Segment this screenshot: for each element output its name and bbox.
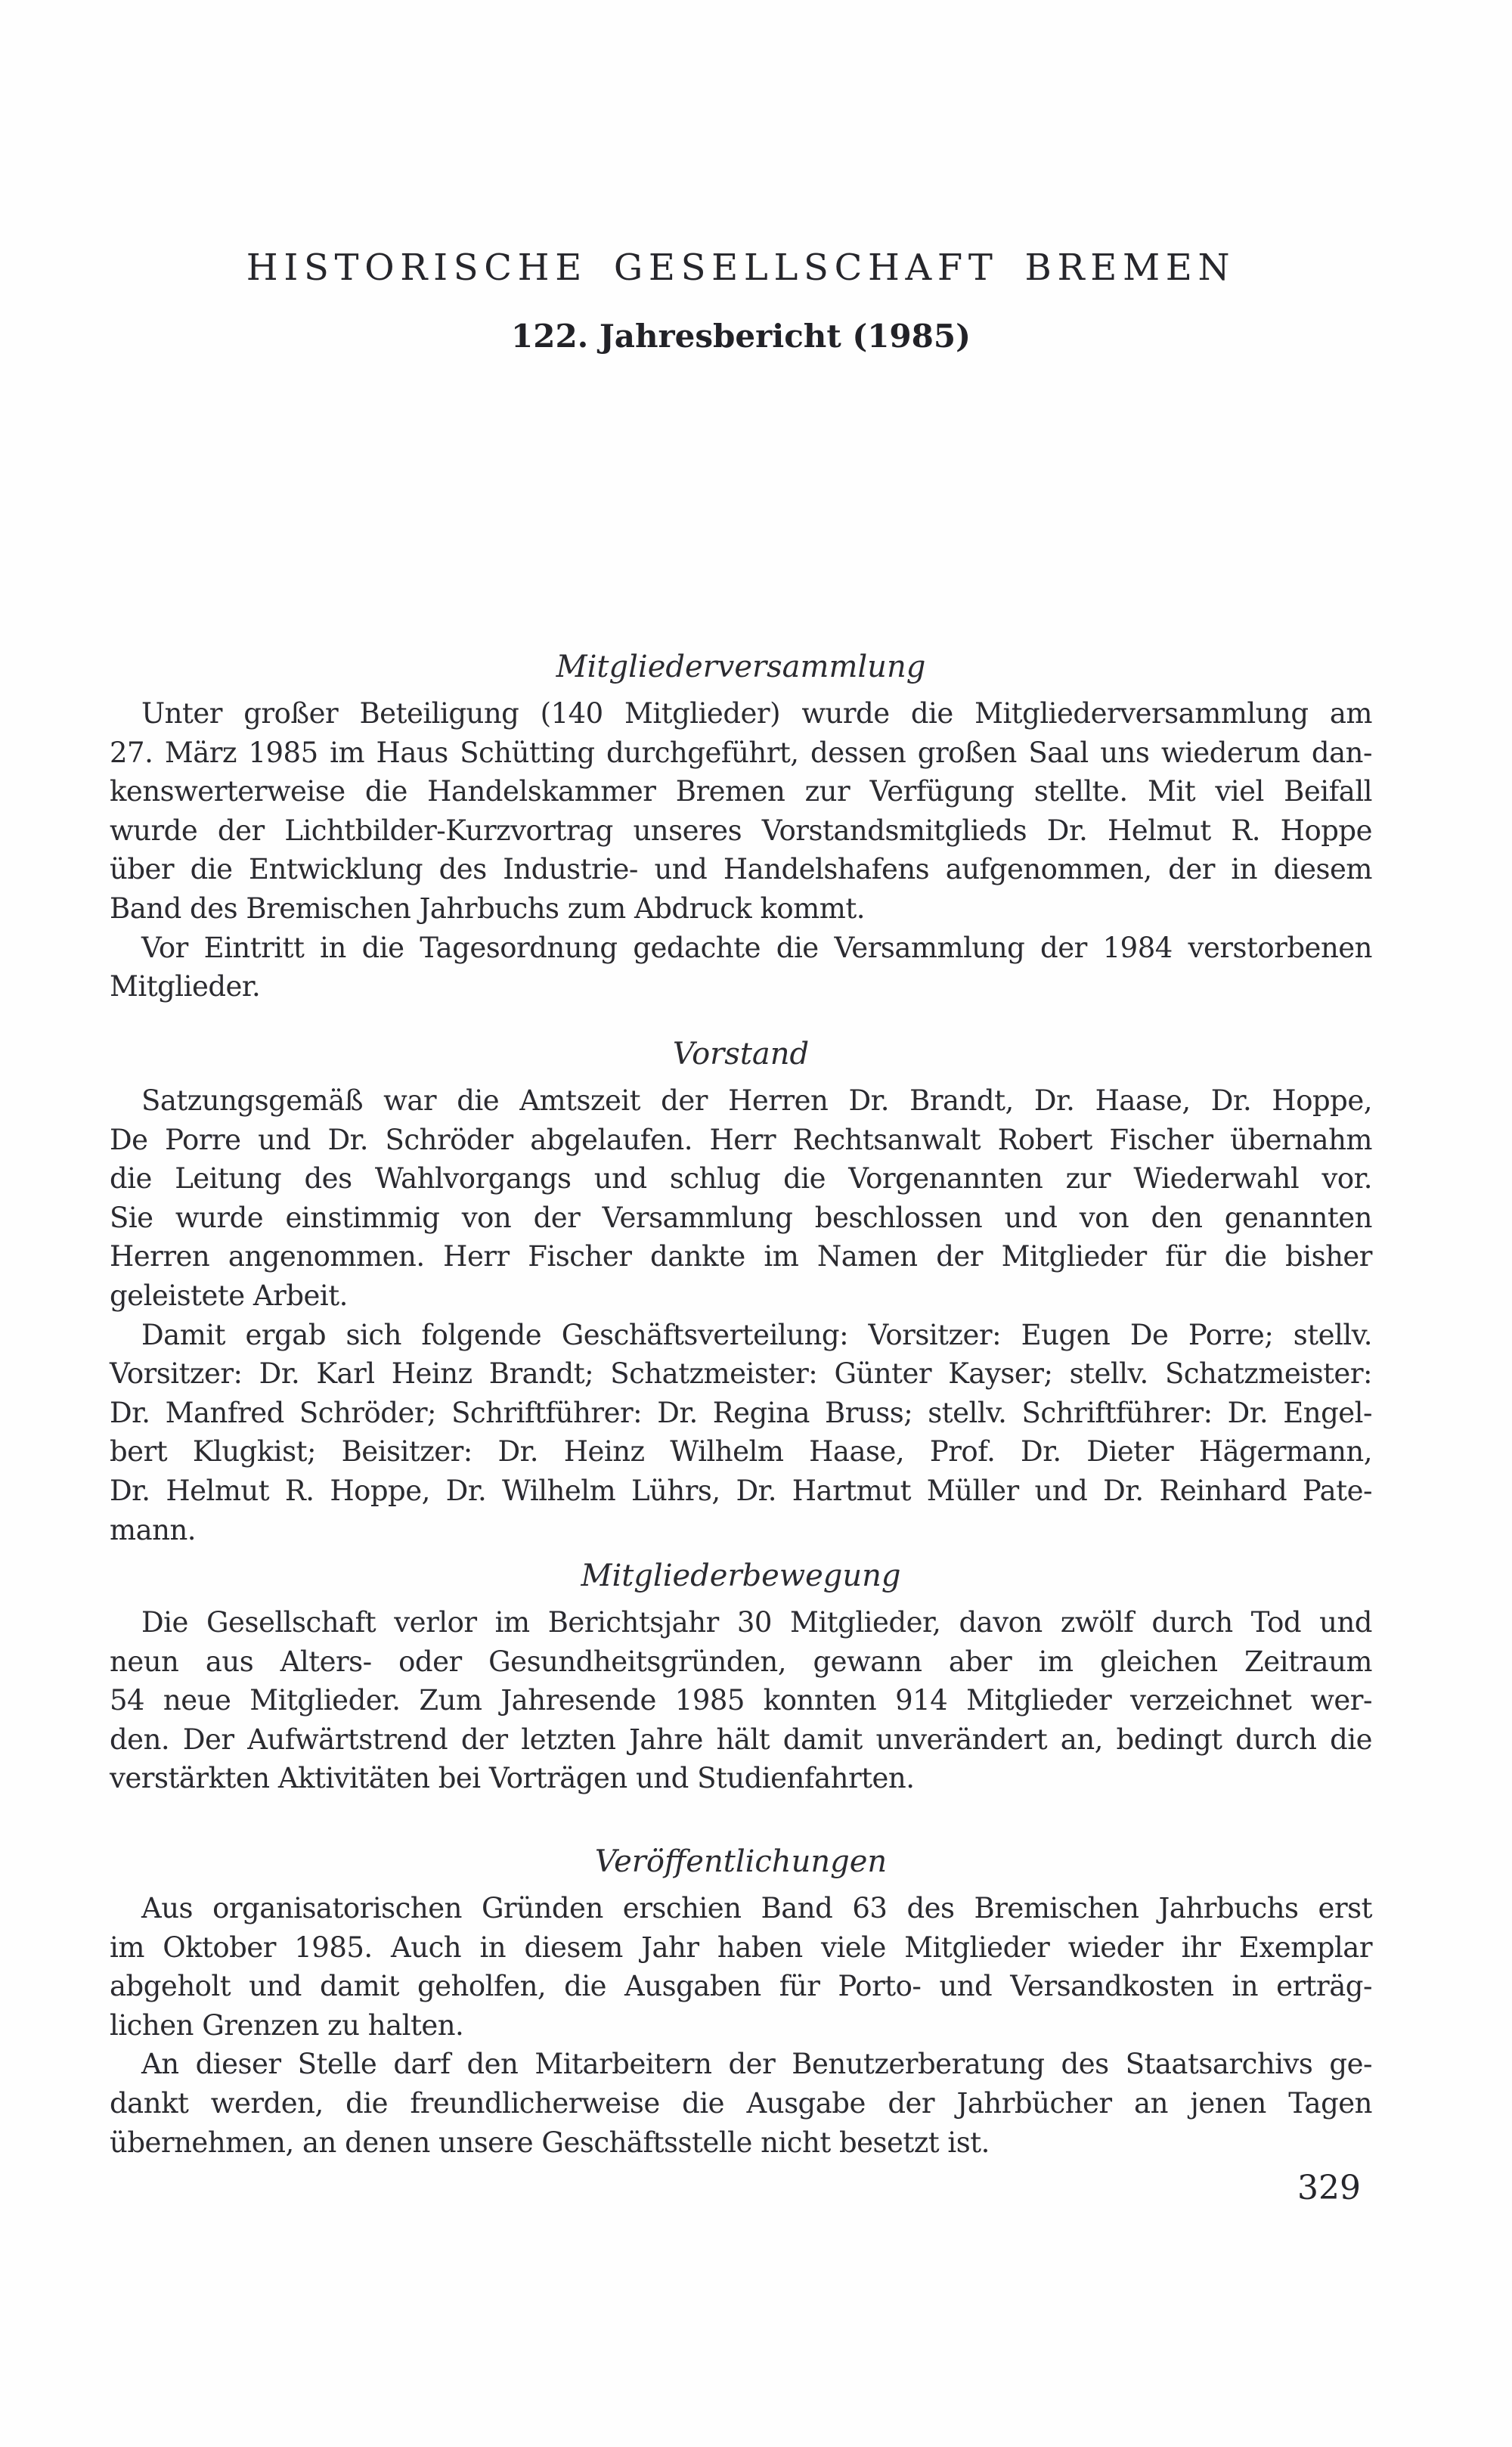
paragraph xyxy=(110,1081,1372,1316)
text-line: 27. März 1985 im Haus Schütting durchgeführt, dessen großen Saal uns wiederum dan- xyxy=(110,736,1372,769)
section-heading: Veröffentlichungen xyxy=(594,1844,888,1879)
text-line: Band des Bremischen Jahrbuchs zum Abdruck kommt. xyxy=(110,892,865,925)
text-line: dankt werden, die freundlicherweise die Ausgabe der Jahrbücher an jenen Tagen xyxy=(110,2086,1372,2120)
text-line: Dr. Helmut R. Hoppe, Dr. Wilhelm Lührs, Dr. Hartmut Müller und Dr. Reinhard Pate- xyxy=(110,1474,1372,1507)
section-heading: Vorstand xyxy=(672,1037,810,1072)
text-line: Sie wurde einstimmig von der Versammlung beschlossen und von den genannten xyxy=(110,1201,1372,1234)
section-heading: Mitgliederbewegung xyxy=(581,1558,901,1593)
text-line: über die Entwicklung des Industrie- und Handelshafens aufgenommen, der in diesem xyxy=(110,853,1372,886)
section-body xyxy=(110,694,1372,1006)
section-mitgliederbewegung xyxy=(110,1556,1372,1798)
section-mitgliederversammlung xyxy=(110,647,1372,1006)
section-vorstand xyxy=(110,1034,1372,1549)
text-line: verstärkten Aktivitäten bei Vorträgen und Studienfahrten. xyxy=(110,1762,915,1795)
paragraph xyxy=(110,694,1372,929)
paragraph xyxy=(110,1889,1372,2045)
text-line: An dieser Stelle darf den Mitarbeitern der Benutzerberatung des Staatsarchivs ge- xyxy=(141,2048,1372,2081)
text-line: Aus organisatorischen Gründen erschien Band 63 des Bremischen Jahrbuchs erst xyxy=(141,1892,1372,1924)
text-line: Die Gesellschaft verlor im Berichtsjahr 30 Mitglieder, davon zwölf durch Tod und xyxy=(141,1606,1372,1639)
section-body xyxy=(110,1081,1372,1549)
text-line: geleistete Arbeit. xyxy=(110,1279,348,1312)
section-heading: Mitgliederversammlung xyxy=(556,650,926,684)
text-line: De Porre und Dr. Schröder abgelaufen. Herr Rechtsanwalt Robert Fischer übernahm xyxy=(110,1123,1372,1156)
text-line: kenswerterweise die Handelskammer Bremen zur Verfügung stellte. Mit viel Beifall xyxy=(110,775,1372,808)
text-line: übernehmen, an denen unsere Geschäftsstelle nicht besetzt ist. xyxy=(110,2126,990,2159)
text-line: abgeholt und damit geholfen, die Ausgaben für Porto- und Versandkosten in erträg- xyxy=(110,1970,1372,2003)
text-line: Damit ergab sich folgende Geschäftsverteilung: Vorsitzer: Eugen De Porre; stellv. xyxy=(141,1318,1372,1351)
section-body xyxy=(110,1889,1372,2162)
text-line: Mitglieder. xyxy=(110,970,261,1003)
text-line: lichen Grenzen zu halten. xyxy=(110,2008,464,2042)
paragraph xyxy=(110,1316,1372,1550)
page-title: HISTORISCHE GESELLSCHAFT BREMEN xyxy=(246,247,1236,289)
section-body xyxy=(110,1603,1372,1798)
text-line: den. Der Aufwärtstrend der letzten Jahre hält damit unverändert an, bedingt durch die xyxy=(110,1723,1372,1756)
text-line: Herren angenommen. Herr Fischer dankte im Namen der Mitglieder für die bisher xyxy=(110,1240,1372,1273)
page-number: 329 xyxy=(1297,2169,1361,2207)
text-line: wurde der Lichtbilder-Kurzvortrag unseres Vorstandsmitglieds Dr. Helmut R. Hoppe xyxy=(110,814,1372,847)
text-line: 54 neue Mitglieder. Zum Jahresende 1985 konnten 914 Mitglieder verzeichnet wer- xyxy=(110,1684,1372,1717)
text-line: Vor Eintritt in die Tagesordnung gedachte die Versammlung der 1984 verstorbenen xyxy=(141,931,1372,964)
paragraph xyxy=(110,929,1372,1006)
paragraph xyxy=(110,1603,1372,1798)
text-line: die Leitung des Wahlvorgangs und schlug die Vorgenannten zur Wiederwahl vor. xyxy=(110,1162,1372,1196)
page-subtitle: 122. Jahresbericht (1985) xyxy=(511,318,971,355)
text-line: im Oktober 1985. Auch in diesem Jahr haben viele Mitglieder wieder ihr Exemplar xyxy=(110,1931,1372,1964)
text-line: Satzungsgemäß war die Amtszeit der Herren Dr. Brandt, Dr. Haase, Dr. Hoppe, xyxy=(141,1084,1372,1117)
text-line: neun aus Alters- oder Gesundheitsgründen, gewann aber im gleichen Zeitraum xyxy=(110,1645,1372,1678)
text-line: mann. xyxy=(110,1513,197,1546)
text-line: Unter großer Beteiligung (140 Mitglieder) wurde die Mitgliederversammlung am xyxy=(141,697,1372,730)
text-line: bert Klugkist; Beisitzer: Dr. Heinz Wilhelm Haase, Prof. Dr. Dieter Hägermann, xyxy=(110,1435,1372,1469)
section-veroeffentlichungen xyxy=(110,1842,1372,2162)
text-line: Dr. Manfred Schröder; Schriftführer: Dr. Regina Bruss; stellv. Schriftführer: Dr. Engel- xyxy=(110,1396,1372,1429)
text-line: Vorsitzer: Dr. Karl Heinz Brandt; Schatzmeister: Günter Kayser; stellv. Schatzmeister: xyxy=(110,1357,1372,1391)
paragraph xyxy=(110,2045,1372,2162)
